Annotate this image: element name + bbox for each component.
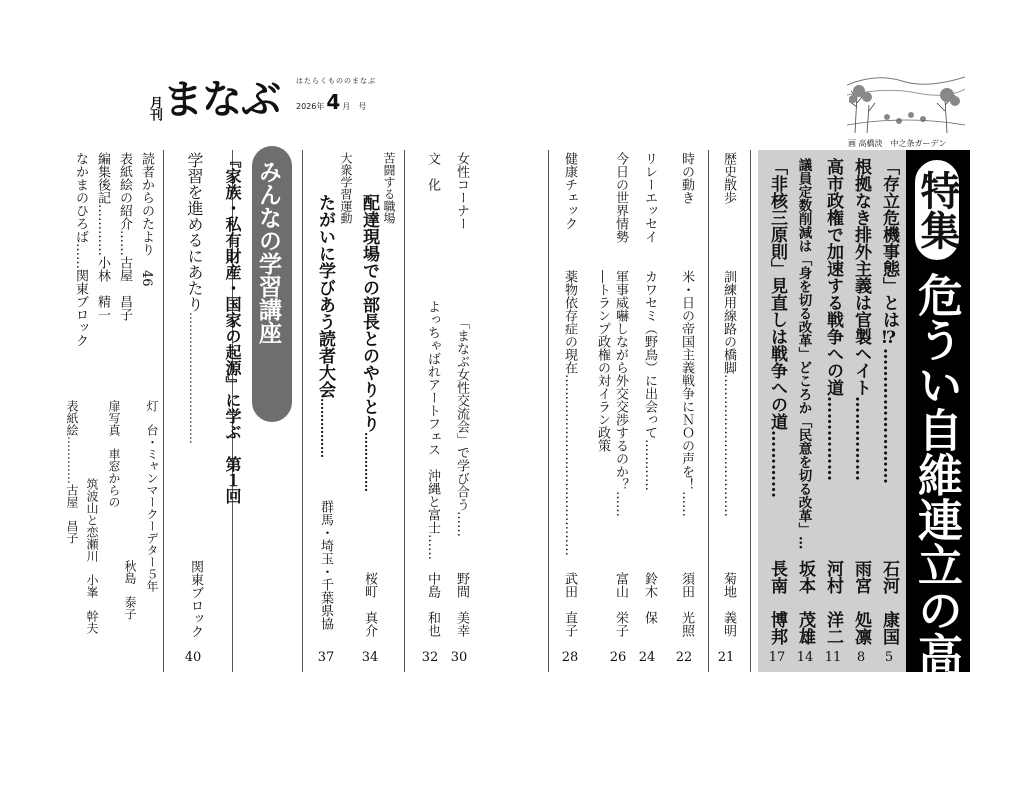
article-title: 軍事威嚇しながら外交交渉するのか？ [613,270,628,491]
credit-author: 秋島 泰子 [123,560,137,620]
column-divider [548,150,549,672]
logo-title: まなぶ [163,77,280,123]
page-number: 8 [856,650,866,665]
column-label: 苦闘する職場 [382,152,396,224]
column-divider [750,150,751,672]
column-divider [708,150,709,672]
leader-dots: …………………………… [187,312,201,444]
article-title: 米・日の帝国主義戦争にＮＯの声を！ [679,270,694,491]
credit-text: 車窓からの [107,448,121,508]
credit-label: 表紙絵 [65,400,79,436]
leader-dots: ………… [767,430,787,498]
feature-item-title-text: 議員定数削減は「身を切る改革」どころか「民意を切る改革」 [795,158,812,536]
column-label: 時の動き [679,152,694,204]
column-label: 健康チェック [562,152,577,230]
leader-dots: …… [73,243,88,269]
leader-dots: ………… [65,436,79,484]
issue-date [296,92,366,112]
leader-dots: …… [613,491,628,517]
leader-dots: …………………………… [721,374,736,517]
page-number: 14 [796,650,814,665]
column-article-7[interactable] [426,300,439,560]
hiroba-label: なかまのひろば [73,152,88,243]
page-number: 46 [139,270,154,287]
article-author: 野間 美幸 [454,572,469,637]
feature-badge: 特集 [913,158,961,262]
article-author: 鈴木 保 [642,572,657,624]
leader-dots: …………… [823,396,843,481]
credit-label: 扉写真 [107,400,121,436]
article-title: 「まなぶ女性交流会」で学び合う [454,316,469,511]
article-author: 富山 栄子 [613,572,628,637]
column-article-4[interactable] [614,270,627,517]
lecture-title[interactable]: 『家族・私有財産・国家の起源』に学ぶ 第１回 [223,152,242,504]
page-number: 40 [184,650,202,665]
feature-item-1-author: 石河 康国 [879,560,899,645]
feature-item-title-text: 高市政権で加速する戦争への道 [823,158,843,396]
page-number: 17 [768,650,786,665]
feature-item-2-author: 雨宮 処凛 [851,560,871,645]
cover-sketch-image [847,55,965,133]
leader-dots: …………… [362,432,376,492]
column-article-2[interactable] [680,270,693,517]
column-label: リレーエッセイ [642,152,657,243]
credit-lighthouse [146,400,158,592]
credit-photo-place [86,478,98,634]
column-article-6[interactable] [455,316,468,537]
leader-dots: …… [117,230,132,256]
feature-item-title-text: 根拠なき排外主義は官製ヘイト [851,158,871,396]
leader-dots: …… [425,534,440,560]
issue-month: 4 [326,90,341,114]
leader-dots: …………………………………… [562,374,577,556]
column-article-3[interactable] [643,270,656,491]
editor-note-label: 編集後記 [95,152,110,204]
leader-dots: …… [679,491,694,517]
column-divider [404,150,405,672]
feature-item-title-text: 「非核三原則」見直しは戦争への道 [767,158,787,430]
page-number: 21 [717,650,735,665]
page-number: 32 [421,650,439,665]
cover-intro-line[interactable] [118,152,131,321]
article-subtitle: ―トランプ政権の対イラン政策 [595,270,610,452]
page-number: 22 [675,650,693,665]
feature-item-4-title[interactable] [796,158,810,550]
column-divider [302,150,303,672]
logo-small-text: 月刊 [147,96,162,120]
column-label: 大衆学習運動 [339,152,353,224]
cover-intro-author: 古屋 昌子 [117,256,132,321]
feature-item-1-title[interactable] [880,158,897,484]
lecture-subtitle: 学習を進めるにあたり [185,152,204,312]
feature-item-4-author: 坂本 茂雄 [795,560,815,645]
page-number: 34 [361,650,379,665]
column-label: 歴史散歩 [721,152,736,204]
column-label: 女性コーナー [454,152,469,230]
article-author: 武田 直子 [562,572,577,637]
lecture-author: 関東ブロック [188,560,203,638]
issue-suffix: 月 号 [342,102,367,111]
credit-photo [108,400,120,508]
leader-dots: … [795,536,812,550]
credit-place-text: 筑波山と恋瀬川 [85,478,99,562]
editor-note-line[interactable] [96,152,109,321]
article-title: 薬物依存症の現在 [562,270,577,374]
article-title: カワセミ（野鳥）に出会って [642,270,657,439]
article-author: 中島 和也 [425,572,440,637]
feature-item-2-title[interactable] [852,158,869,481]
column-label: 文 化 [425,152,440,191]
cover-caption: 画 高橋淡 中之条ガーデン [848,139,947,148]
article-author: 群馬・埼玉・千葉県協 [318,500,333,630]
page-number: 26 [609,650,627,665]
feature-item-5-title[interactable] [768,158,785,498]
page-number: 37 [317,650,335,665]
column-article-8[interactable] [360,194,377,492]
magazine-logo [147,76,280,123]
editor-note-author: 小林 精一 [95,256,110,321]
tagline: はたらくもののまなぶ [296,77,376,85]
article-title: 配達現場での部長とのやりとり [359,194,379,432]
feature-item-3-author: 河村 洋二 [823,560,843,645]
page-number: 24 [638,650,656,665]
credit-text: ・ミャンマークーデター５年 [145,436,159,592]
page-number: 11 [824,650,842,665]
credit-author: 小峯 幹夫 [85,574,99,634]
hiroba-author: 関東ブロック [73,269,88,347]
leader-dots: ………… [95,204,110,256]
leader-dots: …………… [851,396,871,481]
article-author: 桜町 真介 [362,572,377,637]
article-title: よっちゃばれアートフェス 沖縄と富士 [425,300,440,534]
lecture-subtitle-line[interactable] [186,152,202,444]
page-number: 30 [450,650,468,665]
article-title: たがいに学びあう読者大会 [315,194,335,398]
leader-dots: ………… [642,439,657,491]
leader-dots: …………………… [879,348,899,484]
leader-dots: …………… [318,398,332,458]
leader-dots: …… [454,511,469,537]
column-label: 今日の世界情勢 [613,152,628,243]
article-author: 菊地 義明 [721,572,736,637]
feature-headline: 危うい自維連立の高市政権 [910,272,963,812]
feature-item-5-author: 長南 博邦 [767,560,787,645]
feature-item-3-title[interactable] [824,158,841,481]
credit-author: 古屋 昌子 [65,484,79,544]
feature-item-title-text: 「存立危機事態」とは⁉ [879,158,899,348]
issue-year: 2026年 [296,102,325,111]
hiroba-line[interactable] [74,152,87,347]
page-number: 28 [561,650,579,665]
column-divider [163,150,164,672]
article-author: 須田 光照 [679,572,694,637]
column-article-5[interactable] [563,270,576,556]
column-article-9[interactable] [316,194,333,458]
article-title: 訓練用線路の橋脚 [721,270,736,374]
readers-letters[interactable]: 読者からのたより [139,152,154,256]
column-article-1[interactable] [722,270,735,517]
cover-intro-label: 表紙絵の紹介 [117,152,132,230]
credit-cover [66,400,78,544]
lecture-pill-label: みんなの学習講座 [255,160,281,344]
page-number: 5 [884,650,894,665]
credit-label: 灯 台 [145,400,159,436]
